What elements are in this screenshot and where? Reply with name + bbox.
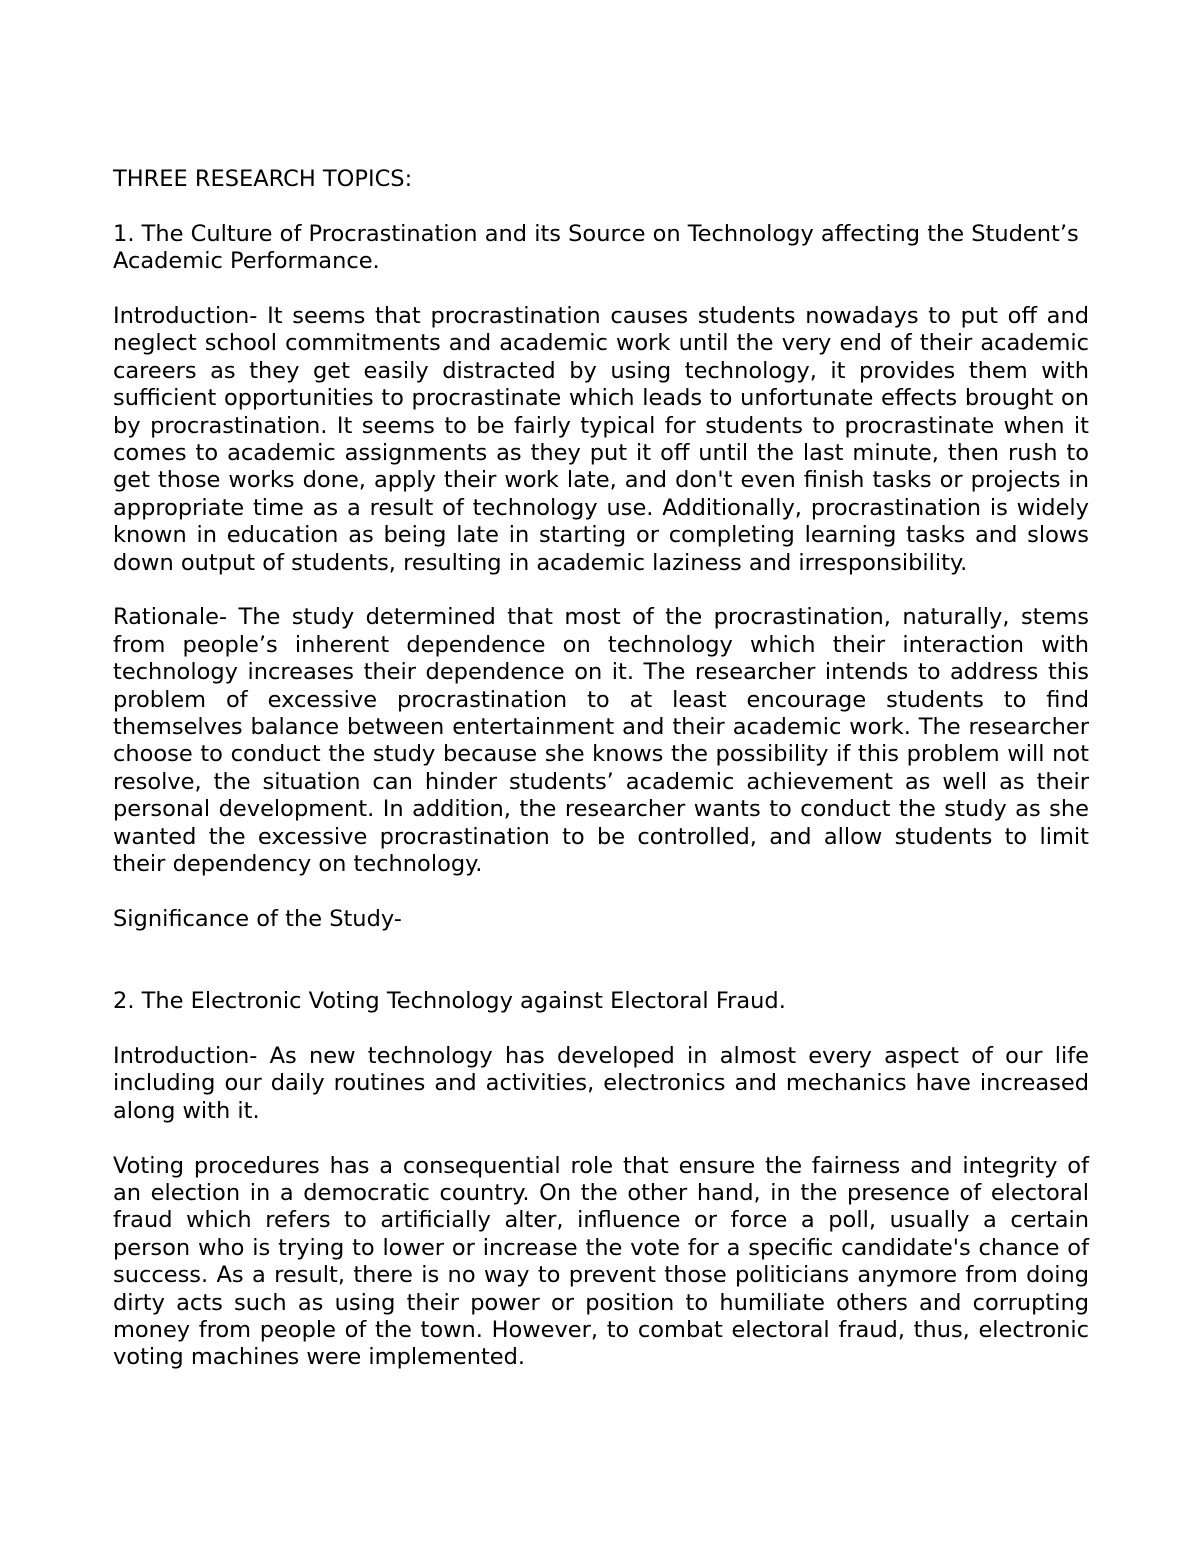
topic-1-introduction: Introduction- It seems that procrastination causes students nowadays to put off and neglect school commitments and academic work until the very end of their academic careers as they get easily distracted by using technology, it provides them with sufficient opportunities to procrastinate which leads to unfortunate effects brought on by procrastination. It seems to be fairly typical for students to procrastinate when it comes to academic assignments as they put it off until the last minute, then rush to get those works done, apply their work late, and don't even finish tasks or projects in appropriate time as a result of technology use. Additionally, procrastination is widely known in education as being late in starting or completing learning tasks and slows down output of students, resulting in academic laziness and irresponsibility.: [113, 303, 1089, 576]
topic-1-significance: Significance of the Study-: [113, 905, 402, 932]
topic-2-title: 2. The Electronic Voting Technology against Electoral Fraud.: [113, 988, 786, 1015]
topic-1-rationale: Rationale- The study determined that most of the procrastination, naturally, stems from people’s inherent dependence on technology which their interaction with technology increases their dependence on it. The researcher intends to address this problem of excessive procrastination to at least encourage students to find themselves balance between entertainment and their academic work. The researcher choose to conduct the study because she knows the possibility if this problem will not resolve, the situation can hinder students’ academic achievement as well as their personal development. In addition, the researcher wants to conduct the study as she wanted the excessive procrastination to be controlled, and allow students to limit their dependency on technology.: [113, 604, 1089, 878]
topic-2-paragraph: Voting procedures has a consequential role that ensure the fairness and integrity of an election in a democratic country. On the other hand, in the presence of electoral fraud which refers to artificially alter, influence or force a poll, usually a certain person who is trying to lower or increase the vote for a specific candidate's chance of success. As a result, there is no way to prevent those politicians anymore from doing dirty acts such as using their power or position to humiliate others and corrupting money from people of the town. However, to combat electoral fraud, thus, electronic voting machines were implemented.: [113, 1152, 1089, 1371]
document-body: [113, 166, 1089, 1399]
document-heading: THREE RESEARCH TOPICS:: [113, 166, 413, 192]
topic-1-title: 1. The Culture of Procrastination and its Source on Technology affecting the Student’s Academic Performance.: [113, 220, 1079, 275]
topic-2-introduction: Introduction- As new technology has developed in almost every aspect of our life including our daily routines and activities, electronics and mechanics have increased along with it.: [113, 1042, 1089, 1124]
blank-line: [113, 961, 1089, 988]
